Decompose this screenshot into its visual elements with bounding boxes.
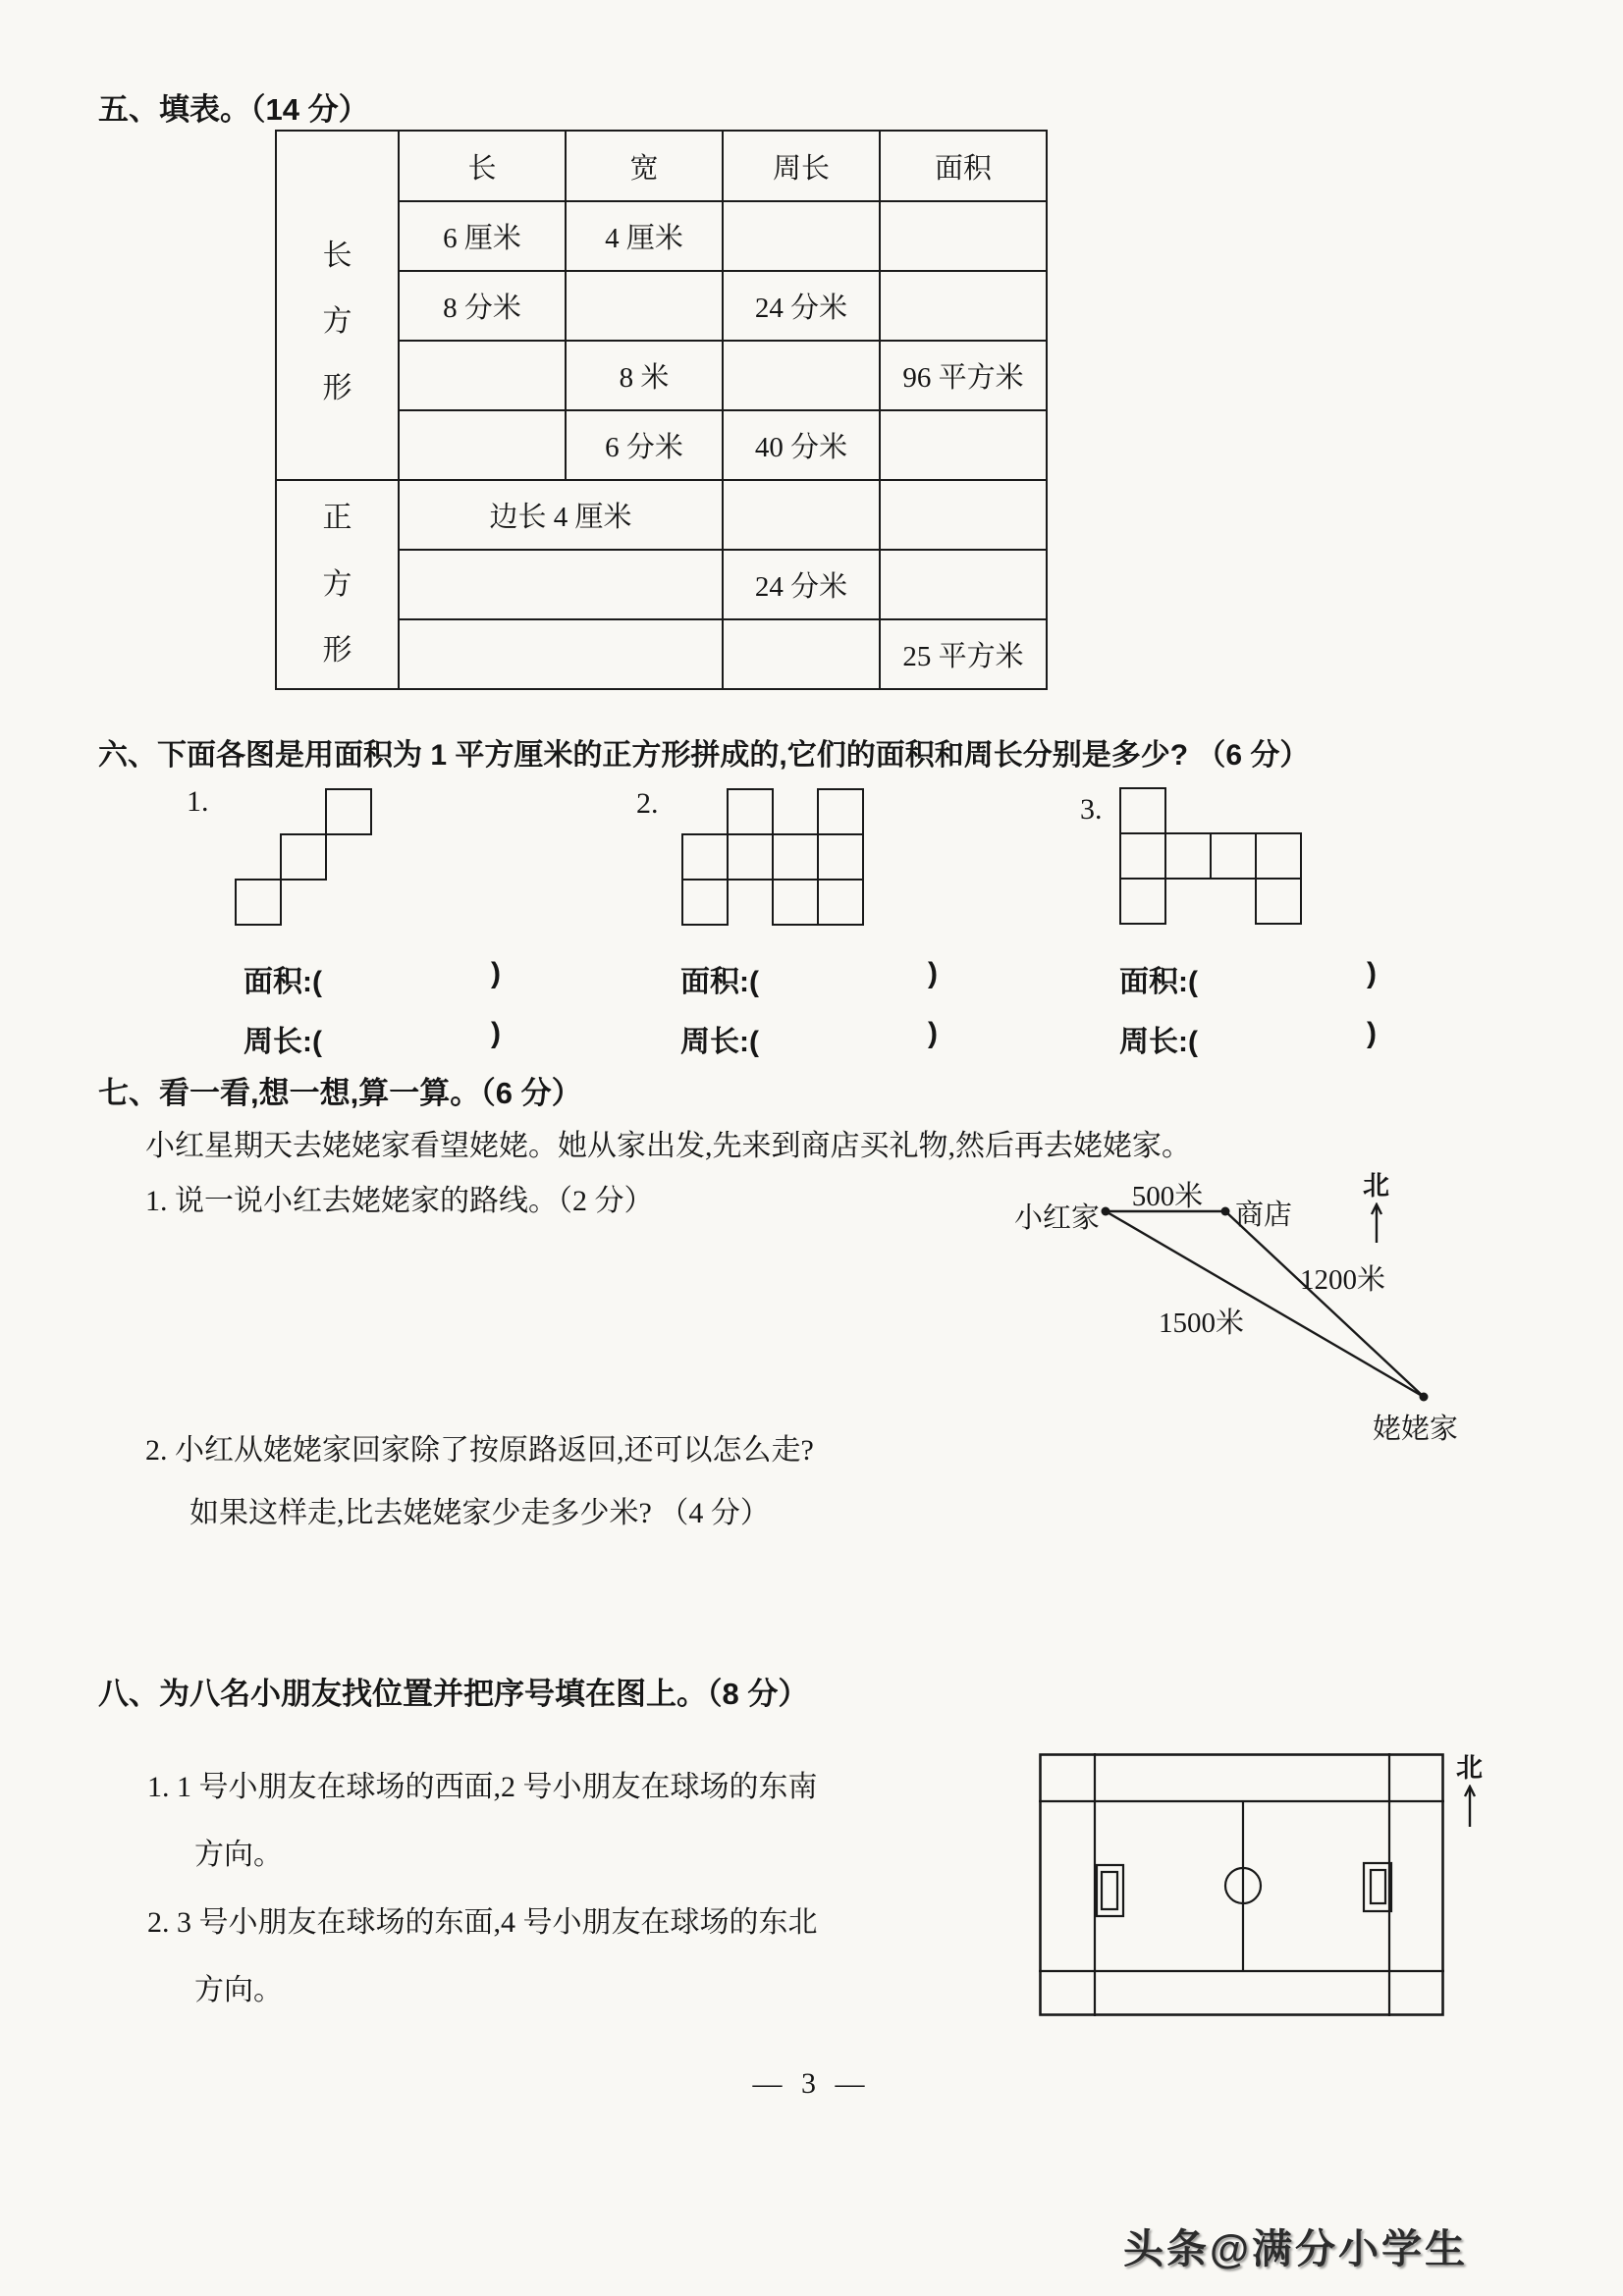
unit-square xyxy=(1255,878,1302,925)
section7-question2-line2: 如果这样走,比去姥姥家少走多少米? （4 分） xyxy=(189,1497,770,1529)
unit-square xyxy=(772,879,819,926)
unit-square xyxy=(772,833,819,881)
figure1-squares xyxy=(235,788,372,926)
north-indicator xyxy=(1363,1173,1389,1244)
cell-perimeter xyxy=(723,341,880,410)
cell-area xyxy=(880,201,1047,271)
area-label: 面积:( xyxy=(1119,966,1198,998)
cell-width: 4 厘米 xyxy=(566,201,723,271)
north-indicator xyxy=(1456,1755,1483,1828)
unit-square xyxy=(235,879,282,926)
section8-item2-line1: 2. 3 号小朋友在球场的东面,4 号小朋友在球场的东北 xyxy=(147,1906,818,1939)
home-store-distance: 500米 xyxy=(1131,1181,1204,1212)
section5-title: 五、填表。（14 分） xyxy=(98,92,369,127)
unit-square xyxy=(1119,878,1166,925)
row-group-rectangle xyxy=(276,131,399,480)
section7-question2-line1: 2. 小红从姥姥家回家除了按原路返回,还可以怎么走? xyxy=(145,1434,814,1467)
figure2-squares xyxy=(681,788,864,926)
square-label: 正方形 xyxy=(322,502,352,667)
cell-area: 96 平方米 xyxy=(880,341,1047,410)
home-grandma-distance: 1500米 xyxy=(1159,1308,1245,1339)
cell-perimeter xyxy=(723,619,880,689)
unit-square xyxy=(681,879,729,926)
figure3-group xyxy=(1075,780,1507,1065)
area-answer-line xyxy=(243,957,501,1000)
north-label: 北 xyxy=(1363,1171,1389,1201)
col-header-area: 面积 xyxy=(880,131,1047,201)
right-goal-inner xyxy=(1371,1870,1385,1903)
watermark: 头条@满分小学生 xyxy=(1123,2226,1468,2271)
cell-perimeter: 24 分米 xyxy=(723,550,880,619)
section8-item2-line2: 方向。 xyxy=(194,1974,283,2006)
section8-title: 八、为八名小朋友找位置并把序号填在图上。（8 分） xyxy=(98,1677,809,1711)
area-answer-line xyxy=(680,957,938,1000)
close-paren: ) xyxy=(491,1017,501,1049)
section7-intro: 小红星期天去姥姥家看望姥姥。她从家出发,先来到商店买礼物,然后再去姥姥家。 xyxy=(145,1130,1191,1162)
cell-perimeter: 24 分米 xyxy=(723,271,880,341)
unit-square xyxy=(280,833,327,881)
cell-length xyxy=(399,341,566,410)
north-arrow-icon xyxy=(1370,1202,1383,1244)
perimeter-answer-line xyxy=(1119,1017,1377,1060)
cell-area xyxy=(880,550,1047,619)
store-label: 商店 xyxy=(1235,1200,1293,1231)
figure2-label: 2. xyxy=(636,787,659,820)
figure1-label: 1. xyxy=(187,785,209,818)
table-row xyxy=(276,480,1047,550)
cell-length: 6 厘米 xyxy=(399,201,566,271)
unit-square xyxy=(817,879,864,926)
grandma-label: 姥姥家 xyxy=(1373,1414,1459,1445)
figure3-label: 3. xyxy=(1080,793,1103,826)
grandma-dot xyxy=(1420,1393,1429,1402)
unit-square xyxy=(727,788,774,835)
unit-square xyxy=(817,833,864,881)
left-goal-inner xyxy=(1102,1872,1117,1909)
cell-perimeter xyxy=(723,201,880,271)
unit-square xyxy=(325,788,372,835)
col-header-perimeter: 周长 xyxy=(723,131,880,201)
unit-square xyxy=(1119,832,1166,880)
table-header-row xyxy=(276,131,1047,201)
unit-square xyxy=(1119,787,1166,834)
section7-title: 七、看一看,想一想,算一算。（6 分） xyxy=(98,1076,582,1110)
area-label: 面积:( xyxy=(680,966,759,998)
unit-square xyxy=(1210,832,1257,880)
perimeter-label: 周长:( xyxy=(680,1026,759,1058)
home-label: 小红家 xyxy=(1013,1202,1100,1234)
unit-square xyxy=(727,833,774,881)
route-map xyxy=(982,1163,1532,1458)
perimeter-label: 周长:( xyxy=(1119,1026,1198,1058)
cell-length xyxy=(399,410,566,480)
col-header-width: 宽 xyxy=(566,131,723,201)
area-label: 面积:( xyxy=(243,966,322,998)
cell-perimeter xyxy=(723,480,880,550)
north-arrow-icon xyxy=(1463,1785,1477,1828)
section7-question1: 1. 说一说小红去姥姥家的路线。（2 分） xyxy=(145,1185,654,1217)
close-paren: ) xyxy=(1367,1017,1377,1049)
unit-square xyxy=(1255,832,1302,880)
store-dot xyxy=(1221,1207,1230,1216)
section8-item1-line2: 方向。 xyxy=(194,1839,283,1871)
unit-square xyxy=(1164,832,1212,880)
rectangle-label: 长方形 xyxy=(322,239,352,404)
unit-square xyxy=(681,833,729,881)
figure1-group xyxy=(182,780,614,1065)
cell-side xyxy=(399,619,723,689)
cell-area xyxy=(880,410,1047,480)
section6-title: 六、下面各图是用面积为 1 平方厘米的正方形拼成的,它们的面积和周长分别是多少? （6 分） xyxy=(98,739,1310,772)
cell-area xyxy=(880,271,1047,341)
area-answer-line xyxy=(1119,957,1377,1000)
cell-width xyxy=(566,271,723,341)
soccer-field xyxy=(1039,1753,1510,2023)
cell-width: 6 分米 xyxy=(566,410,723,480)
close-paren: ) xyxy=(1367,957,1377,989)
close-paren: ) xyxy=(491,957,501,989)
cell-area xyxy=(880,480,1047,550)
cell-side xyxy=(399,550,723,619)
row-group-square xyxy=(276,480,399,689)
perimeter-label: 周长:( xyxy=(243,1026,322,1058)
unit-square xyxy=(817,788,864,835)
section8-item1-line1: 1. 1 号小朋友在球场的西面,2 号小朋友在球场的东南 xyxy=(147,1771,818,1803)
cell-length: 8 分米 xyxy=(399,271,566,341)
close-paren: ) xyxy=(928,1017,938,1049)
north-label: 北 xyxy=(1456,1753,1483,1783)
cell-perimeter: 40 分米 xyxy=(723,410,880,480)
col-header-length: 长 xyxy=(399,131,566,201)
fill-table xyxy=(275,130,1048,690)
figure3-squares xyxy=(1119,787,1302,925)
store-grandma-distance: 1200米 xyxy=(1300,1264,1386,1296)
perimeter-answer-line xyxy=(243,1017,501,1060)
figure2-group xyxy=(631,780,1063,1065)
close-paren: ) xyxy=(928,957,938,989)
cell-side: 边长 4 厘米 xyxy=(399,480,723,550)
home-dot xyxy=(1102,1207,1110,1216)
cell-width: 8 米 xyxy=(566,341,723,410)
page-number: — 3 — xyxy=(752,2067,871,2100)
perimeter-answer-line xyxy=(680,1017,938,1060)
cell-area: 25 平方米 xyxy=(880,619,1047,689)
field-diagram xyxy=(1039,1753,1444,2016)
